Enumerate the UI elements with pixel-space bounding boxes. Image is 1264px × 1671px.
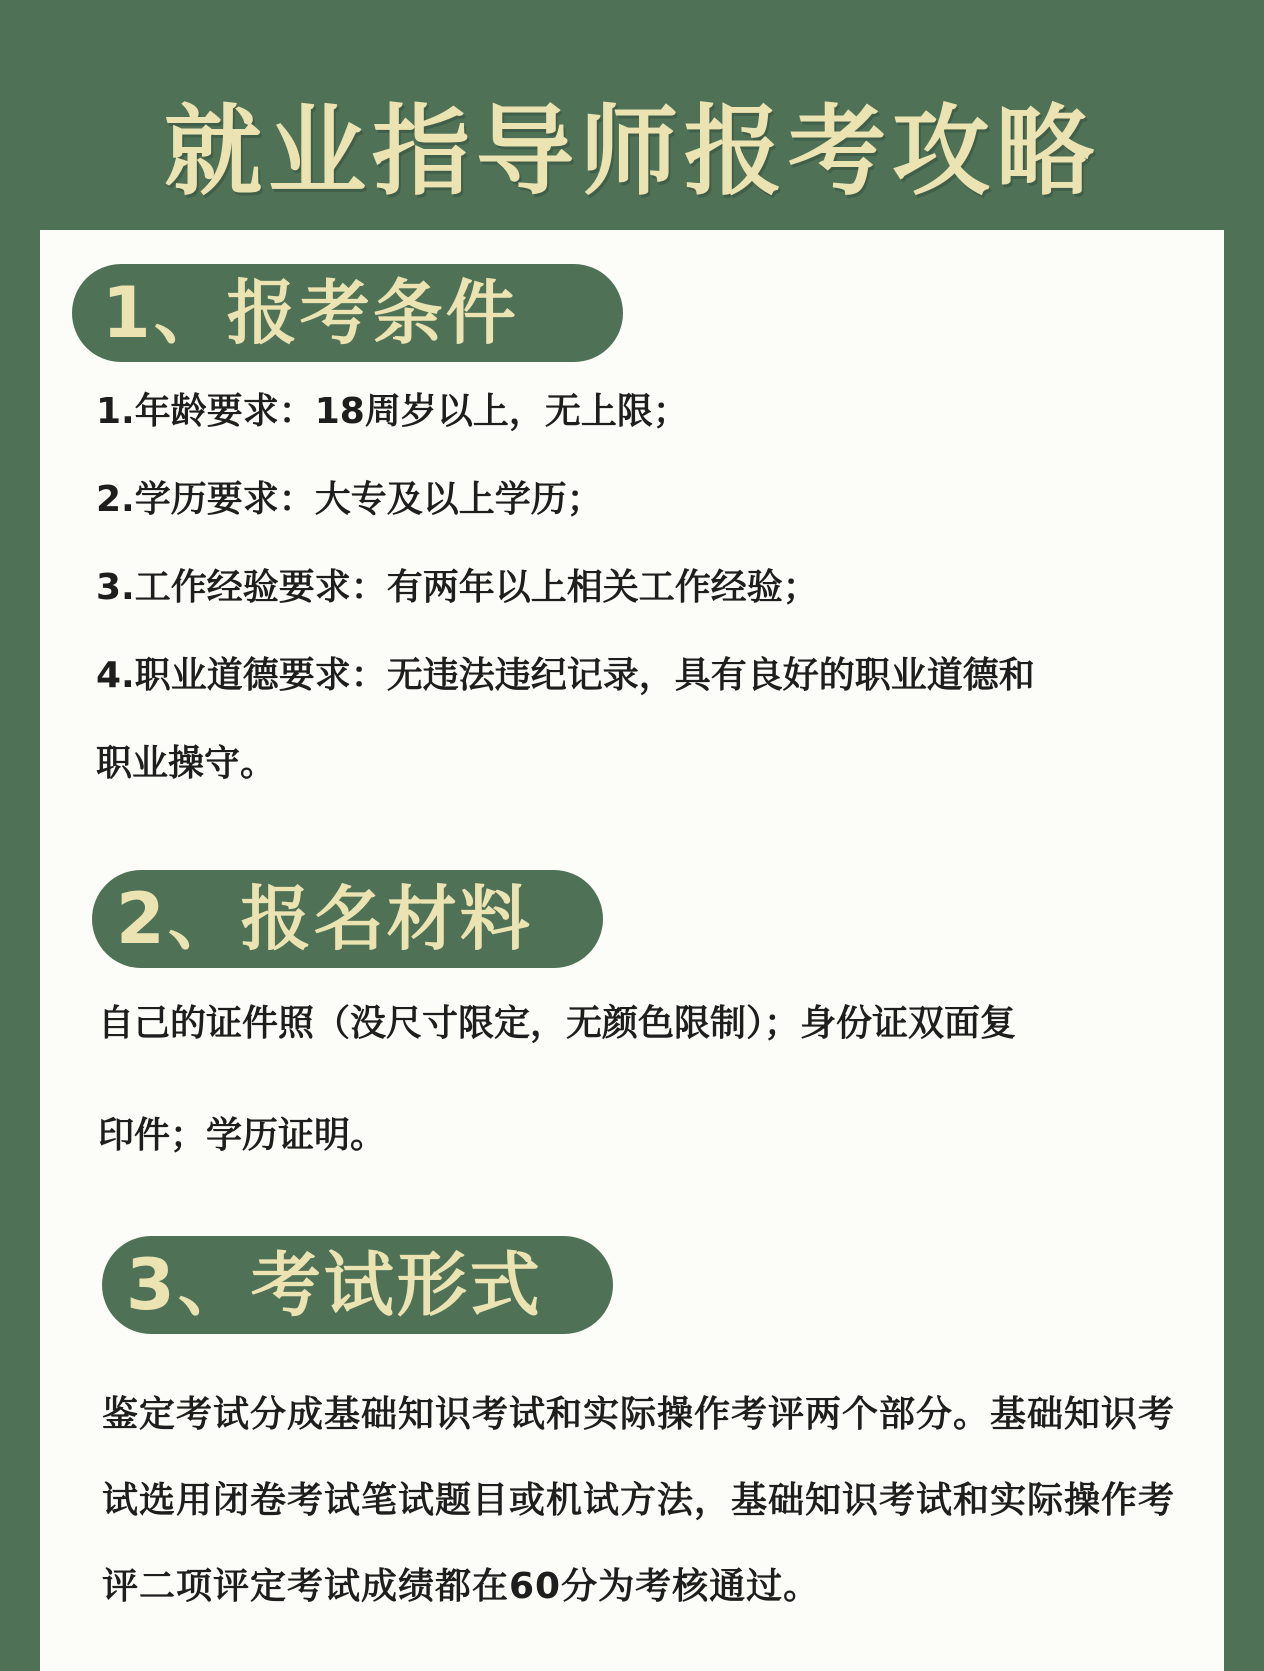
condition-age: 1.年龄要求：18周岁以上，无上限；: [96, 391, 689, 432]
page-title: 就业指导师报考攻略: [163, 95, 1100, 209]
condition-ethics: 4.职业道德要求：无违法违纪记录，具有良好的职业道德和: [96, 655, 1035, 696]
exam-format-paragraph: 鉴定考试分成基础知识考试和实际操作考评两个部分。基础知识考试选用闭卷考试笔试题目或机试方法，基础知识考试和实际操作考评二项评定考试成绩都在60分为考核通过。: [102, 1394, 1176, 1607]
materials-line-1: 自己的证件照（没尺寸限定，无颜色限制）；身份证双面复: [98, 1003, 1017, 1044]
materials-line-2: 印件；学历证明。: [98, 1115, 387, 1156]
section-heading-exam-conditions: 1、报考条件: [72, 264, 623, 362]
section-heading-exam-format: 3、考试形式: [102, 1236, 613, 1334]
condition-education: 2.学历要求：大专及以上学历；: [96, 479, 603, 520]
section-heading-application-materials: 2、报名材料: [92, 870, 603, 968]
condition-ethics-continued: 职业操守。: [96, 743, 277, 784]
content-card: [40, 230, 1224, 1671]
condition-work-experience: 3.工作经验要求：有两年以上相关工作经验；: [96, 567, 819, 608]
